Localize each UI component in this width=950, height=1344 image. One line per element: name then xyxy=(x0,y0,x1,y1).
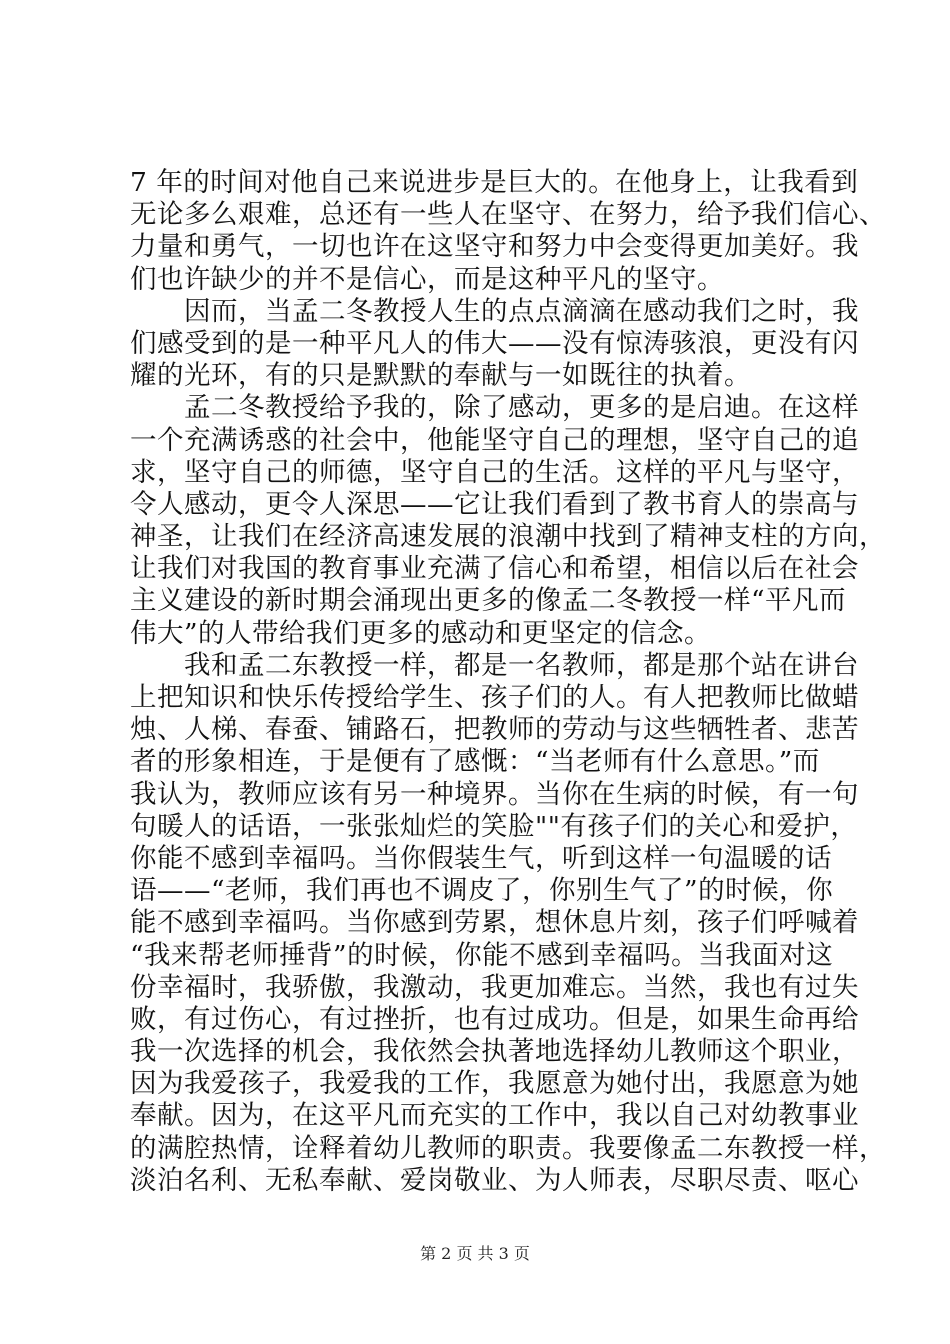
text-line: 奉献。因为，在这平凡而充实的工作中，我以自己对幼教事业 xyxy=(130,1100,859,1132)
text-line: 淡泊名利、无私奉献、爱岗敬业、为人师表，尽职尽责、呕心 xyxy=(130,1164,859,1196)
page-footer xyxy=(0,1244,950,1264)
text-line: 7 年的时间对他自己来说进步是巨大的。在他身上，让我看到 xyxy=(130,167,859,198)
text-line: 让我们对我国的教育事业充满了信心和希望，相信以后在社会 xyxy=(130,553,859,585)
text-line: 无论多么艰难，总还有一些人在坚守、在努力，给予我们信心、 xyxy=(130,199,886,231)
text-line: 因为我爱孩子，我爱我的工作，我愿意为她付出，我愿意为她 xyxy=(130,1068,859,1100)
text-line: 主义建设的新时期会涌现出更多的像孟二冬教授一样“平凡而 xyxy=(130,585,847,617)
text-line: 的满腔热情，诠释着幼儿教师的职责。我要像孟二东教授一样， xyxy=(130,1132,886,1164)
text-line: 份幸福时，我骄傲，我激动，我更加难忘。当然，我也有过失 xyxy=(130,971,859,1003)
text-line: 令人感动，更令人深思——它让我们看到了教书育人的崇高与 xyxy=(130,488,859,520)
text-line: 们感受到的是一种平凡人的伟大——没有惊涛骇浪，更没有闪 xyxy=(130,327,859,359)
text-line: 上把知识和快乐传授给学生、孩子们的人。有人把教师比做蜡 xyxy=(130,682,859,713)
text-line: 因而，当孟二冬教授人生的点点滴滴在感动我们之时，我 xyxy=(130,295,859,327)
text-line: 力量和勇气，一切也许在这坚守和努力中会变得更加美好。我 xyxy=(130,231,859,263)
text-line: 我和孟二东教授一样，都是一名教师，都是那个站在讲台 xyxy=(130,649,859,681)
text-line: 伟大”的人带给我们更多的感动和更坚定的信念。 xyxy=(130,617,712,649)
text-line: 我一次选择的机会，我依然会执著地选择幼儿教师这个职业， xyxy=(130,1036,859,1068)
text-line: 者的形象相连，于是便有了感慨：“当老师有什么意思。”而 xyxy=(130,746,820,778)
text-line: 一个充满诱惑的社会中，他能坚守自己的理想，坚守自己的追 xyxy=(130,424,859,456)
text-line: 求，坚守自己的师德，坚守自己的生活。这样的平凡与坚守， xyxy=(130,456,859,488)
text-line: 我认为，教师应该有另一种境界。当你在生病的时候，有一句 xyxy=(130,778,859,810)
text-line: 耀的光环，有的只是默默的奉献与一如既往的执着。 xyxy=(130,360,751,392)
text-line: 句暖人的话语，一张张灿烂的笑脸""有孩子们的关心和爱护， xyxy=(130,810,858,842)
text-line: 孟二冬教授给予我的，除了感动，更多的是启迪。在这样 xyxy=(130,392,859,424)
text-line: 能不感到幸福吗。当你感到劳累，想休息片刻，孩子们呼喊着 xyxy=(130,907,859,939)
text-line: 语——“老师，我们再也不调皮了，你别生气了”的时候，你 xyxy=(130,875,834,907)
text-line: 烛、人梯、春蚕、铺路石，把教师的劳动与这些牺牲者、悲苦 xyxy=(130,714,859,746)
text-line: 们也许缺少的并不是信心，而是这种平凡的坚守。 xyxy=(130,263,724,295)
text-line: “我来帮老师捶背”的时候，你能不感到幸福吗。当我面对这 xyxy=(130,939,834,971)
text-line: 你能不感到幸福吗。当你假装生气，听到这样一句温暖的话 xyxy=(130,842,832,874)
text-line: 神圣，让我们在经济高速发展的浪潮中找到了精神支柱的方向， xyxy=(130,521,886,553)
text-line: 败，有过伤心，有过挫折，也有过成功。但是，如果生命再给 xyxy=(130,1003,859,1035)
body-text xyxy=(130,167,886,1197)
page-number-label: 第 2 页 共 3 页 xyxy=(420,1244,530,1263)
